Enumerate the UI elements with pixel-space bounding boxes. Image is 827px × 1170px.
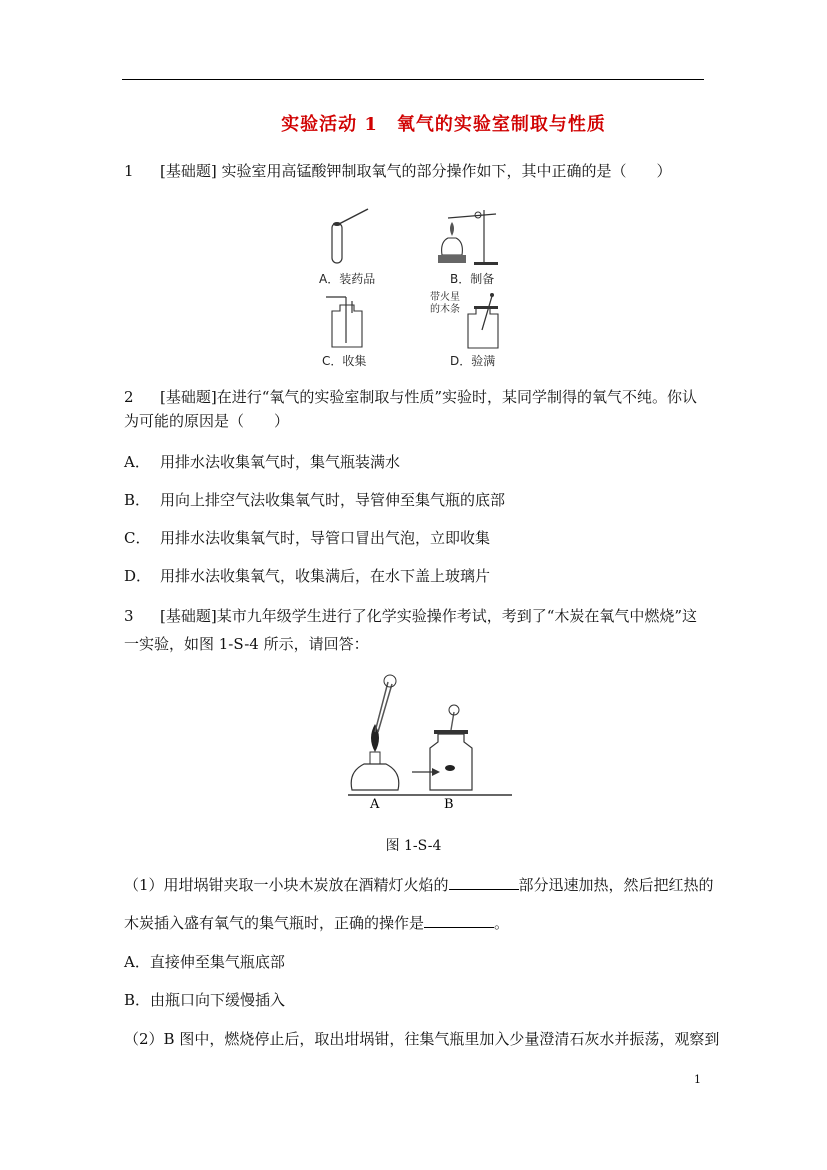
option-d: D． 用排水法收集氧气，收集满后，在水下盖上玻璃片 — [124, 567, 491, 585]
option-c: C． 用排水法收集氧气时，导管口冒出气泡，立即收集 — [124, 529, 491, 547]
question-3-continued: 一实验，如图 1-S-4 所示，请回答： — [124, 635, 369, 653]
figure-charcoal-combustion — [340, 672, 520, 812]
header-rule — [122, 79, 704, 80]
question-2 — [124, 386, 697, 408]
figure-c-collection-bottle — [324, 293, 370, 351]
figure-a-test-tube — [318, 205, 378, 267]
sub-question-2: （2）B 图中，燃烧停止后，取出坩埚钳，往集气瓶里加入少量澄清石灰水并振荡，观察到 — [124, 1030, 720, 1048]
question-text: [基础题] 实验室用高锰酸钾制取氧气的部分操作如下，其中正确的是（ ） — [160, 162, 672, 180]
fig-label-b: B — [444, 797, 454, 812]
question-text: [基础题]在进行“氧气的实验室制取与性质”实验时，某同学制得的氧气不纯。你认 — [160, 388, 698, 406]
fig-label-a: A — [370, 797, 380, 812]
caption-c: C．收集 — [322, 354, 367, 368]
sub-question-1-continued: 木炭插入盛有氧气的集气瓶时，正确的操作是 。 — [124, 914, 510, 932]
question-text: [基础题]某市九年级学生进行了化学实验操作考试，考到了“木炭在氧气中燃烧”这 — [160, 607, 698, 625]
page-title: 实验活动 1 氧气的实验室制取与性质 — [281, 114, 606, 135]
question-number: 1 — [124, 162, 134, 180]
figure-d-glowing-splint — [462, 290, 508, 352]
option-b: B． 用向上排空气法收集氧气时，导管伸至集气瓶的底部 — [124, 491, 506, 509]
label-glowing-splint: 带火星 的木条 — [430, 292, 460, 315]
answer-blank-2[interactable] — [424, 913, 494, 928]
page-number: 1 — [694, 1073, 701, 1086]
caption-d: D．验满 — [450, 354, 496, 368]
figure-caption: 图 1-S-4 — [385, 838, 442, 854]
option-a: A． 用排水法收集氧气时，集气瓶装满水 — [124, 453, 401, 471]
question-number: 2 — [124, 388, 134, 406]
caption-b: B．制备 — [450, 272, 495, 286]
sub-option-b: B．由瓶口向下缓慢插入 — [124, 991, 286, 1009]
question-3 — [124, 605, 697, 627]
question-2-continued: 为可能的原因是（ ） — [124, 412, 290, 430]
question-number: 3 — [124, 607, 134, 625]
figure-b-heating-apparatus — [434, 200, 506, 268]
sub-question-1: （1）用坩埚钳夹取一小块木炭放在酒精灯火焰的 部分迅速加热，然后把红热的 — [124, 876, 714, 894]
question-1 — [124, 160, 671, 182]
answer-blank-1[interactable] — [449, 875, 519, 890]
caption-a: A．装药品 — [319, 272, 376, 286]
sub-option-a: A．直接伸至集气瓶底部 — [124, 953, 285, 971]
